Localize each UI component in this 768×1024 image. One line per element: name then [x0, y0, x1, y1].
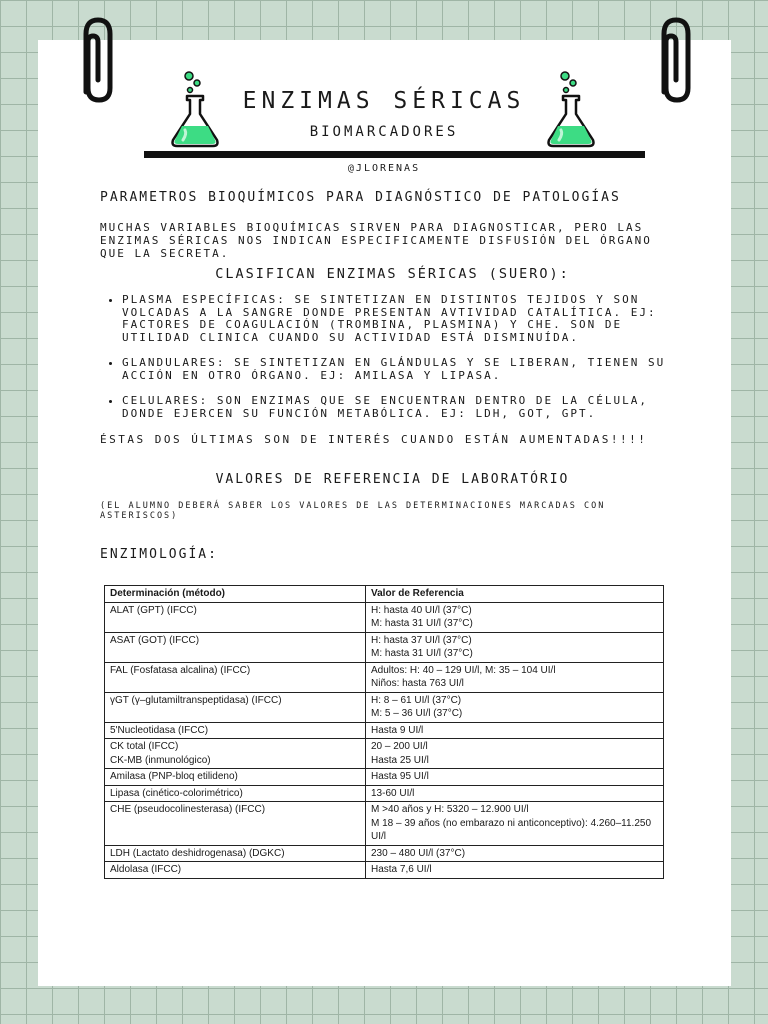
cell-text: 5'Nucleotidasa (IFCC) [110, 724, 209, 736]
determination-cell [105, 692, 366, 722]
determination-cell [105, 862, 366, 879]
reference-value-cell [366, 722, 664, 739]
page-title: ENZIMAS SÉRICAS [242, 88, 526, 114]
cell-text: FAL (Fosfatasa alcalina) (IFCC) [110, 664, 251, 676]
section-heading: PARAMETROS BIOQUÍMICOS PARA DIAGNÓSTICO DE PATOLOGÍAS [100, 190, 621, 205]
table-row [105, 845, 664, 862]
reference-value-cell [366, 662, 664, 692]
list-item: • GLANDULARES: SE SINTETIZAN EN GLÁNDULAS Y SE LIBERAN, TIENEN SU ACCIÓN EN OTRO ÓRGANO. EJ: AMILASA Y LIPASA. [122, 357, 685, 382]
reference-table [104, 585, 664, 879]
cell-text: Niños: hasta 763 UI/l [371, 678, 464, 689]
reference-value-cell [366, 785, 664, 802]
cell-text: 20 – 200 UI/l [371, 741, 428, 752]
cell-text: Adultos: H: 40 – 129 UI/l, M: 35 – 104 UI/l [371, 664, 556, 676]
list-item: • PLASMA ESPECÍFICAS: SE SINTETIZAN EN DISTINTOS TEJIDOS Y SON VOLCADAS A LA SANGRE DONDE PRESENTAN AVTIVIDAD CATALÍTICA. EJ: FACTORES DE COAGULACIÓN (TROMBINA, PLASMINA) Y CHE. SON DE UTILIDAD CLINICA CUANDO SU ACTIVIDAD ESTÁ DISMINUÍDA. [122, 294, 685, 344]
table-header-row [105, 586, 664, 603]
determination-cell [105, 785, 366, 802]
intro-paragraph: MUCHAS VARIABLES BIOQUÍMICAS SIRVEN PARA DIAGNOSTICAR, PERO LAS ENZIMAS SÉRICAS NOS INDICAN ESPECIFICAMENTE DISFUSIÓN DEL ÓRGANO QUE LA SECRETA. [100, 221, 652, 260]
notes-content [100, 190, 685, 584]
reference-value-cell [366, 769, 664, 786]
cell-text: 13-60 UI/l [371, 787, 415, 799]
reference-value-cell [366, 739, 664, 769]
cell-text: Hasta 9 UI/l [371, 724, 424, 736]
table-row [105, 739, 664, 769]
enzymology-heading: ENZIMOLOGÍA: [100, 547, 218, 562]
reference-value-cell [366, 632, 664, 662]
emphasis-note: ÉSTAS DOS ÚLTIMAS SON DE INTERÉS CUANDO ESTÁN AUMENTADAS!!!! [100, 433, 648, 446]
reference-value-cell [366, 862, 664, 879]
determination-cell [105, 632, 366, 662]
reference-value-cell [366, 602, 664, 632]
cell-text: LDH (Lactato deshidrogenasa) (DGKC) [110, 847, 285, 859]
determination-cell [105, 769, 366, 786]
page-subtitle: BIOMARCADORES [309, 124, 459, 140]
table-row [105, 769, 664, 786]
column-header: Determinación (método) [105, 586, 366, 603]
cell-text: H: hasta 40 UI/l (37°C) [371, 604, 472, 616]
determination-cell [105, 802, 366, 846]
determination-cell [105, 662, 366, 692]
reference-heading: VALORES DE REFERENCIA DE LABORATÓRIO [215, 472, 570, 487]
cell-text: M: 5 – 36 UI/l (37°C) [371, 708, 463, 719]
reference-value-cell [366, 802, 664, 846]
cell-text: M: hasta 31 UI/l (37°C) [371, 648, 473, 659]
table-body [105, 602, 664, 878]
table-row [105, 632, 664, 662]
classification-list [100, 294, 685, 420]
cell-text: M 18 – 39 años (no embarazo ni anticonceptivo): 4.260–11.250 UI/l [371, 817, 651, 842]
cell-text: CHE (pseudocolinesterasa) (IFCC) [110, 804, 266, 815]
cell-text: H: 8 – 61 UI/l (37°C) [371, 694, 462, 706]
cell-text: Lipasa (cinético-colorimétrico) [110, 787, 243, 799]
table-row [105, 722, 664, 739]
table-row [105, 802, 664, 846]
cell-text: γGT (γ–glutamiltranspeptidasa) (IFCC) [110, 694, 282, 706]
reference-value-cell [366, 692, 664, 722]
determination-cell [105, 722, 366, 739]
cell-text: H: hasta 37 UI/l (37°C) [371, 634, 472, 646]
cell-text: Hasta 95 UI/l [371, 771, 429, 782]
cell-text: M >40 años y H: 5320 – 12.900 UI/l [371, 804, 529, 815]
table-row [105, 785, 664, 802]
determination-cell [105, 845, 366, 862]
table-row [105, 602, 664, 632]
table-row [105, 662, 664, 692]
determination-cell [105, 739, 366, 769]
reference-value-cell [366, 845, 664, 862]
table-row [105, 862, 664, 879]
list-item: • CELULARES: SON ENZIMAS QUE SE ENCUENTRAN DENTRO DE LA CÉLULA, DONDE EJERCEN SU FUNCIÓN METABÓLICA. EJ: LDH, GOT, GPT. [122, 395, 685, 420]
author-handle: @JLORENAS [347, 163, 421, 174]
cell-text: Amilasa (PNP-bloq etilideno) [110, 771, 238, 782]
cell-text: ALAT (GPT) (IFCC) [110, 604, 197, 616]
cell-text: Hasta 7,6 UI/l [371, 864, 432, 875]
cell-text: 230 – 480 UI/l (37°C) [371, 847, 466, 859]
determination-cell [105, 602, 366, 632]
cell-text: M: hasta 31 UI/l (37°C) [371, 618, 473, 629]
cell-text: Hasta 25 UI/l [371, 754, 429, 766]
cell-text: Aldolasa (IFCC) [110, 864, 182, 875]
cell-text: CK-MB (inmunológico) [110, 754, 211, 766]
title-divider [144, 151, 645, 158]
table-row [105, 692, 664, 722]
column-header: Valor de Referencia [366, 586, 664, 603]
classification-heading: CLASIFICAN ENZIMAS SÉRICAS (SUERO): [215, 266, 570, 282]
cell-text: CK total (IFCC) [110, 741, 179, 752]
cell-text: ASAT (GOT) (IFCC) [110, 634, 200, 646]
reference-note: (EL ALUMNO DEBERÁ SABER LOS VALORES DE LAS DETERMINACIONES MARCADAS CON ASTERISCOS) [100, 501, 606, 521]
